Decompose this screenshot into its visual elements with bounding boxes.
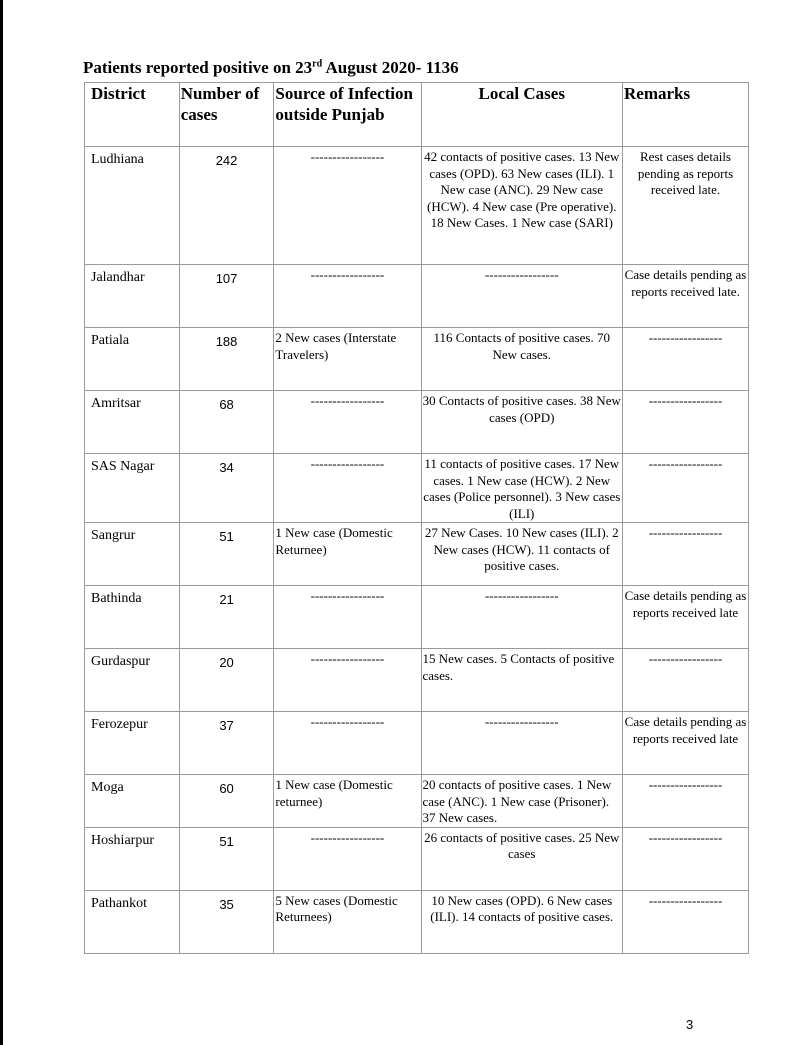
source-cell: 2 New cases (Interstate Travelers) bbox=[274, 328, 421, 391]
table-row bbox=[85, 827, 749, 890]
source-cell: ----------------- bbox=[274, 265, 421, 328]
remarks-cell: ----------------- bbox=[623, 391, 749, 454]
local-cases-cell: 42 contacts of positive cases. 13 New cases (OPD). 63 New cases (ILI). 1 New case (ANC). 29 New case (HCW). 4 New case (Pre operative). 18 New Cases. 1 New case (SARI) bbox=[421, 147, 623, 265]
number-cell: 34 bbox=[179, 454, 274, 523]
number-cell: 20 bbox=[179, 649, 274, 712]
remarks-cell: ----------------- bbox=[623, 649, 749, 712]
local-cases-cell: ----------------- bbox=[421, 265, 623, 328]
district-cell: SAS Nagar bbox=[85, 454, 180, 523]
local-cases-cell: ----------------- bbox=[421, 712, 623, 775]
header-local-cases: Local Cases bbox=[421, 83, 623, 147]
local-cases-cell: 27 New Cases. 10 New cases (ILI). 2 New cases (HCW). 11 contacts of positive cases. bbox=[421, 523, 623, 586]
local-cases-cell: 15 New cases. 5 Contacts of positive cases. bbox=[421, 649, 623, 712]
number-cell: 51 bbox=[179, 827, 274, 890]
remarks-cell: ----------------- bbox=[623, 890, 749, 953]
table-row bbox=[85, 775, 749, 828]
source-cell: ----------------- bbox=[274, 391, 421, 454]
number-cell: 35 bbox=[179, 890, 274, 953]
table-row bbox=[85, 523, 749, 586]
district-cell: Hoshiarpur bbox=[85, 827, 180, 890]
header-number-of-cases: Number of cases bbox=[179, 83, 274, 147]
table-header-row bbox=[85, 83, 749, 147]
district-cell: Moga bbox=[85, 775, 180, 828]
district-cell: Bathinda bbox=[85, 586, 180, 649]
remarks-cell: ----------------- bbox=[623, 328, 749, 391]
header-district: District bbox=[85, 83, 180, 147]
remarks-cell: ----------------- bbox=[623, 827, 749, 890]
header-source-of-infection: Source of Infection outside Punjab bbox=[274, 83, 421, 147]
table-row bbox=[85, 890, 749, 953]
local-cases-cell: 10 New cases (OPD). 6 New cases (ILI). 14 contacts of positive cases. bbox=[421, 890, 623, 953]
source-cell: ----------------- bbox=[274, 147, 421, 265]
district-cell: Gurdaspur bbox=[85, 649, 180, 712]
local-cases-cell: 116 Contacts of positive cases. 70 New cases. bbox=[421, 328, 623, 391]
district-cell: Ferozepur bbox=[85, 712, 180, 775]
number-cell: 188 bbox=[179, 328, 274, 391]
district-cell: Jalandhar bbox=[85, 265, 180, 328]
number-cell: 51 bbox=[179, 523, 274, 586]
table-row bbox=[85, 328, 749, 391]
district-cell: Amritsar bbox=[85, 391, 180, 454]
remarks-cell: ----------------- bbox=[623, 523, 749, 586]
number-cell: 242 bbox=[179, 147, 274, 265]
table-row bbox=[85, 586, 749, 649]
local-cases-cell: 26 contacts of positive cases. 25 New cases bbox=[421, 827, 623, 890]
page-title: Patients reported positive on 23rd August 2020- 1136 bbox=[83, 58, 459, 77]
remarks-cell: ----------------- bbox=[623, 454, 749, 523]
source-cell: ----------------- bbox=[274, 712, 421, 775]
table-row bbox=[85, 649, 749, 712]
number-cell: 37 bbox=[179, 712, 274, 775]
number-cell: 60 bbox=[179, 775, 274, 828]
remarks-cell: Case details pending as reports received late. bbox=[623, 265, 749, 328]
source-cell: ----------------- bbox=[274, 649, 421, 712]
table-row bbox=[85, 265, 749, 328]
table-row bbox=[85, 147, 749, 265]
number-cell: 68 bbox=[179, 391, 274, 454]
district-cell: Patiala bbox=[85, 328, 180, 391]
district-cell: Pathankot bbox=[85, 890, 180, 953]
source-cell: 5 New cases (Domestic Returnees) bbox=[274, 890, 421, 953]
source-cell: 1 New case (Domestic returnee) bbox=[274, 775, 421, 828]
table-row bbox=[85, 712, 749, 775]
local-cases-cell: ----------------- bbox=[421, 586, 623, 649]
remarks-cell: Case details pending as reports received late bbox=[623, 586, 749, 649]
header-remarks: Remarks bbox=[623, 83, 749, 147]
local-cases-cell: 30 Contacts of positive cases. 38 New cases (OPD) bbox=[421, 391, 623, 454]
page-number: 3 bbox=[686, 1017, 694, 1032]
table-row bbox=[85, 391, 749, 454]
table-row bbox=[85, 454, 749, 523]
remarks-cell: ----------------- bbox=[623, 775, 749, 828]
source-cell: ----------------- bbox=[274, 586, 421, 649]
source-cell: ----------------- bbox=[274, 827, 421, 890]
number-cell: 21 bbox=[179, 586, 274, 649]
district-cell: Sangrur bbox=[85, 523, 180, 586]
number-cell: 107 bbox=[179, 265, 274, 328]
source-cell: 1 New case (Domestic Returnee) bbox=[274, 523, 421, 586]
remarks-cell: Case details pending as reports received late bbox=[623, 712, 749, 775]
cases-table bbox=[84, 82, 749, 954]
source-cell: ----------------- bbox=[274, 454, 421, 523]
local-cases-cell: 20 contacts of positive cases. 1 New case (ANC). 1 New case (Prisoner). 37 New cases. bbox=[421, 775, 623, 828]
district-cell: Ludhiana bbox=[85, 147, 180, 265]
local-cases-cell: 11 contacts of positive cases. 17 New cases. 1 New case (HCW). 2 New cases (Police personnel). 3 New cases (ILI) bbox=[421, 454, 623, 523]
remarks-cell: Rest cases details pending as reports received late. bbox=[623, 147, 749, 265]
page-left-border bbox=[0, 0, 3, 1045]
